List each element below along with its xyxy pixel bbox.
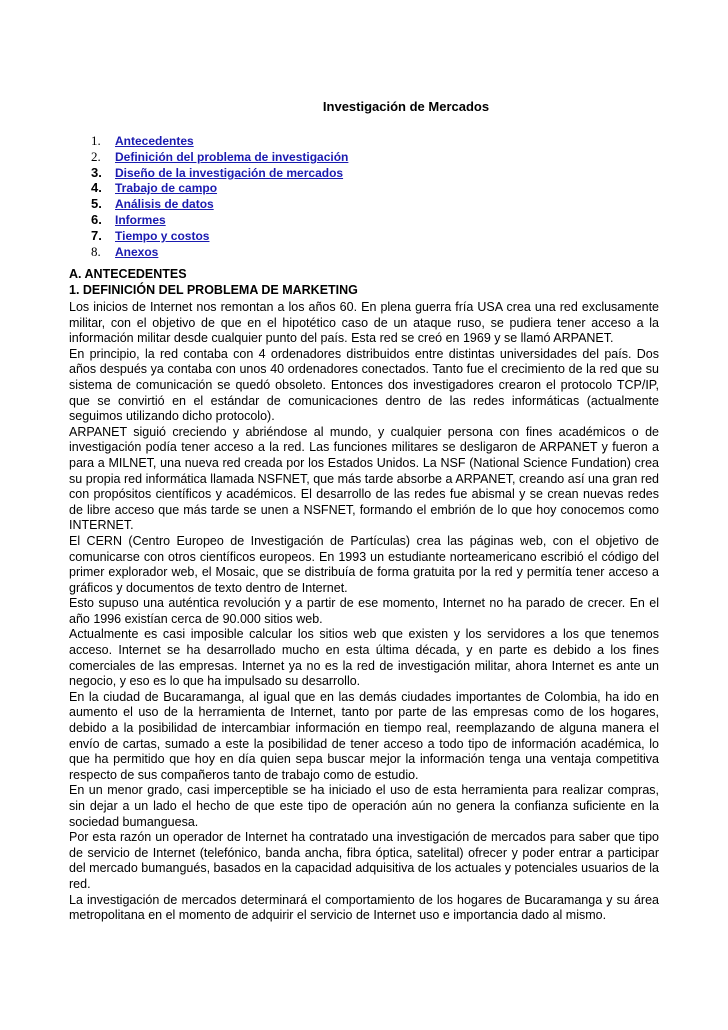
paragraph: En un menor grado, casi imperceptible se ha iniciado el uso de esta herramienta para realizar compras, sin dejar a un lado el hecho de que este tipo de operación aún no genera la confianza suficiente en la sociedad bumanguesa. bbox=[69, 783, 659, 829]
paragraph: Esto supuso una auténtica revolución y a partir de ese momento, Internet no ha parado de crecer. En el año 1996 existían cerca de 90.000 sitios web. bbox=[69, 596, 659, 626]
toc-number: 6. bbox=[91, 211, 102, 227]
toc-item bbox=[69, 196, 348, 212]
toc-item bbox=[69, 149, 348, 165]
toc-link-definicion[interactable]: Definición del problema de investigación bbox=[115, 149, 349, 164]
toc-item bbox=[69, 180, 348, 196]
toc-item bbox=[69, 244, 348, 260]
toc-item bbox=[69, 212, 348, 228]
table-of-contents bbox=[69, 133, 348, 259]
subsection-heading: 1. DEFINICIÓN DEL PROBLEMA DE MARKETING bbox=[69, 283, 358, 297]
document-title bbox=[69, 99, 659, 114]
document-title-text: Investigación de Mercados bbox=[322, 99, 490, 114]
toc-link-analisis[interactable]: Análisis de datos bbox=[115, 197, 214, 212]
paragraph: ARPANET siguió creciendo y abriéndose al mundo, y cualquier persona con fines académicos o de investigación podía tener acceso a la red. Las funciones militares se desligaron de ARPANET y fueron a para a MILNET, una nueva red creada por los Estados Unidos. La NSF (National Science Fundation) crea su propia red informática llamada NSFNET, que más tarde absorbe a ARPANET, creando así una gran red con propósitos científicos y académicos. El desarrollo de las redes fue abismal y se crean nuevas redes de libre acceso que más tarde se unen a NSFNET, formando el embrión de lo que hoy conocemos como INTERNET. bbox=[69, 424, 659, 533]
toc-number: 1. bbox=[91, 133, 101, 148]
toc-number: 5. bbox=[91, 196, 102, 212]
paragraph: En principio, la red contaba con 4 ordenadores distribuidos entre distintas universidades del país. Dos años después ya contaba con unos 40 ordenadores conectados. Tanto fue el crecimiento de la red que su sistema de comunicación se quedó obsoleto. Entonces dos investigadores crearon el protocolo TCP/IP, que se convirtió en el estándar de comunicaciones dentro de las redes informáticas (actualmente seguimos utilizando dicho protocolo). bbox=[69, 346, 659, 424]
toc-link-informes[interactable]: Informes bbox=[115, 212, 166, 227]
toc-number: 7. bbox=[91, 227, 102, 243]
toc-number: 3. bbox=[91, 164, 102, 180]
toc-item bbox=[69, 133, 348, 149]
toc-link-antecedentes[interactable]: Antecedentes bbox=[115, 134, 194, 148]
toc-link-tiempo-costos[interactable]: Tiempo y costos bbox=[115, 228, 210, 243]
toc-number: 4. bbox=[91, 180, 102, 196]
paragraph: El CERN (Centro Europeo de Investigación de Partículas) crea las páginas web, con el objetivo de comunicarse con otros científicos europeos. En 1993 un estudiante norteamericano escribió el código del primer explorador web, el Mosaic, que se distribuía de forma gratuita por la red y permitía tener acceso a gráficos y documentos de texto dentro de Internet. bbox=[69, 533, 659, 595]
toc-number: 2. bbox=[91, 148, 101, 164]
body-text bbox=[69, 300, 659, 924]
paragraph: Actualmente es casi imposible calcular los sitios web que existen y los servidores a los que tenemos acceso. Internet se ha desarrollado mucho en esta última década, y en parte es debido a los fines comerciales de las empresas. Internet ya no es la red de investigación militar, ahora Internet es ante un negocio, y eso es lo que ha impulsado su desarrollo. bbox=[69, 627, 659, 689]
toc-link-diseno[interactable]: Diseño de la investigación de mercados bbox=[115, 165, 344, 180]
paragraph: La investigación de mercados determinará el comportamiento de los hogares de Bucaramanga y su área metropolitana en el momento de adquirir el servicio de Internet uso e importancia dado al mismo. bbox=[69, 892, 659, 923]
toc-link-trabajo-campo[interactable]: Trabajo de campo bbox=[115, 181, 218, 196]
toc-link-anexos[interactable]: Anexos bbox=[115, 244, 159, 259]
toc-item bbox=[69, 165, 348, 181]
section-heading: A. ANTECEDENTES bbox=[69, 267, 187, 281]
paragraph: En la ciudad de Bucaramanga, al igual que en las demás ciudades importantes de Colombia, ha ido en aumento el uso de la herramienta de Internet, tanto por parte de las empresas como de los hogares, debido a la posibilidad de intercambiar información en tiempo real, reemplazando de alguna manera el envío de cartas, sumado a este la posibilidad de tener acceso a todo tipo de información académica, lo que ha permitido que hoy en día quien sepa buscar mejor la información tenga una ventaja competitiva respecto de sus compañeros tanto de trabajo como de estudio. bbox=[69, 689, 659, 782]
paragraph: Los inicios de Internet nos remontan a los años 60. En plena guerra fría USA crea una red exclusamente militar, con el objetivo de que en el hipotético caso de un ataque ruso, se pudiera tener acceso a la información militar desde cualquier punto del país. Esta red se creó en 1969 y se llamó ARPANET. bbox=[69, 300, 659, 346]
toc-item bbox=[69, 228, 348, 244]
toc-number: 8. bbox=[91, 243, 101, 259]
paragraph: Por esta razón un operador de Internet ha contratado una investigación de mercados para saber que tipo de servicio de Internet (telefónico, banda ancha, fibra óptica, satelital) ofrecer y poder entrar a participar del mercado bumangués, basados en la capacidad adquisitiva de los actuales y potenciales usuarios de la red. bbox=[69, 830, 659, 891]
